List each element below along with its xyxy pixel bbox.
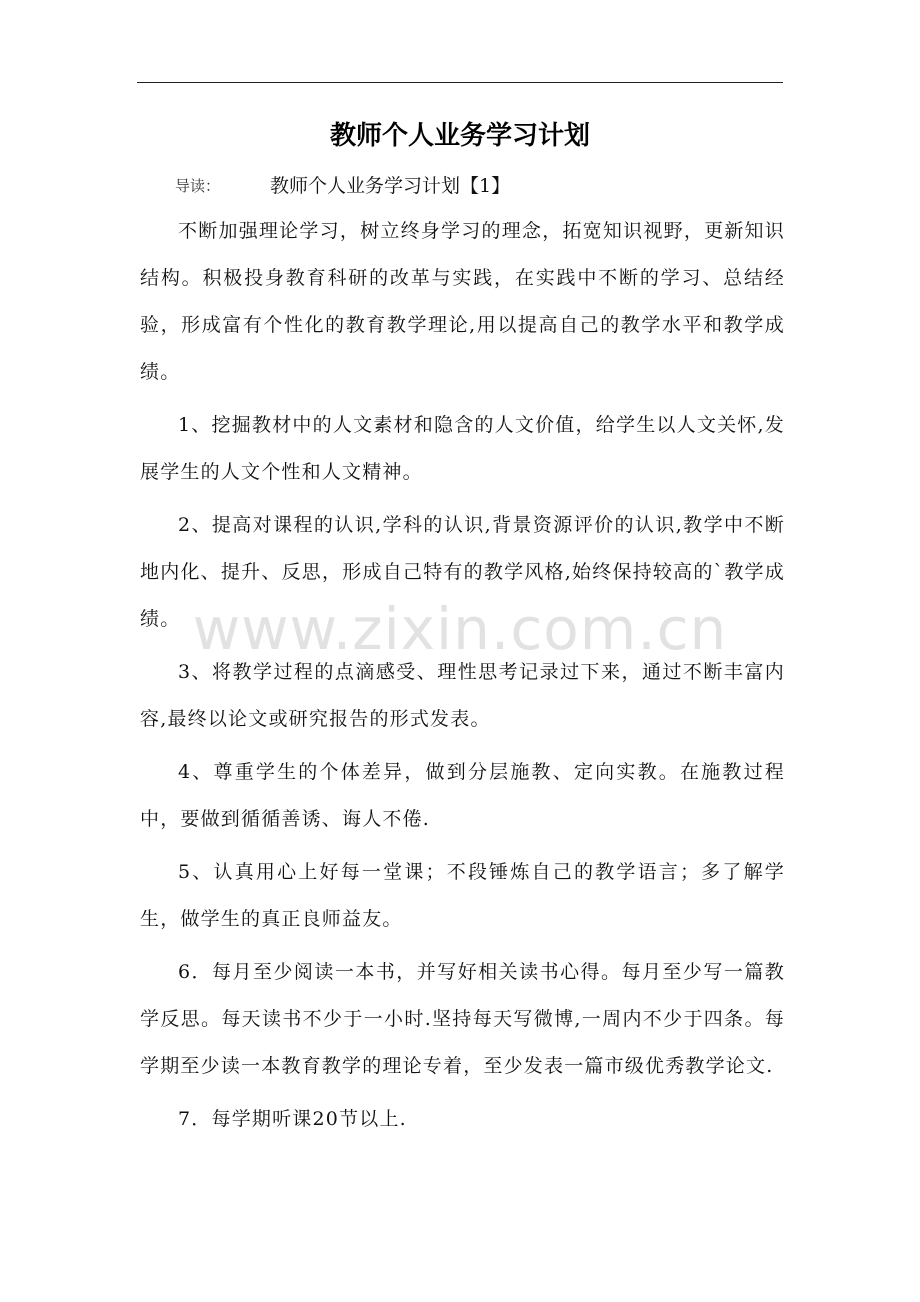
intro-line: [175, 168, 511, 204]
paragraph-item-7: 7．每学期听课20节以上.: [178, 1108, 407, 1130]
document-title: 教师个人业务学习计划: [329, 121, 590, 151]
paragraph-item-5: 5、认真用心上好每一堂课；不段锤炼自己的教学语言；多了解学生，做学生的真正良师益友。: [140, 861, 785, 930]
paragraph-item-1: 1、挖掘教材中的人文素材和隐含的人文价值，给学生以人文关怀,发展学生的人文个性和人文精神。: [140, 414, 785, 483]
header-rule: [137, 82, 783, 83]
paragraph-item-2: 2、提高对课程的认识,学科的认识,背景资源评价的认识,教学中不断地内化、提升、反思，形成自己特有的教学风格,始终保持较高的`教学成绩。: [140, 514, 785, 630]
paragraph-item-4: 4、尊重学生的个体差异，做到分层施教、定向实教。在施教过程中，要做到循循善诱、诲人不倦.: [140, 761, 785, 830]
paragraph-item-6: 6．每月至少阅读一本书，并写好相关读书心得。每月至少写一篇教学反思。每天读书不少于一小时.坚持每天写微博,一周内不少于四条。每学期至少读一本教育教学的理论专着，至少发表一篇市级优秀教学论文.: [140, 961, 785, 1077]
paragraph-intro: 不断加强理论学习，树立终身学习的理念，拓宽知识视野，更新知识结构。积极投身教育科研的改革与实践，在实践中不断的学习、总结经验，形成富有个性化的教育教学理论,用以提高自己的教学水平和教学成绩。: [140, 220, 785, 383]
intro-text: 教师个人业务学习计划【1】: [270, 175, 511, 197]
watermark: www.zixin.com.cn: [192, 595, 728, 663]
paragraph-item-3: 3、将教学过程的点滴感受、理性思考记录过下来，通过不断丰富内容,最终以论文或研究报告的形式发表。: [140, 661, 785, 730]
intro-label: 导读：: [175, 177, 221, 195]
document-body: [140, 208, 785, 1149]
